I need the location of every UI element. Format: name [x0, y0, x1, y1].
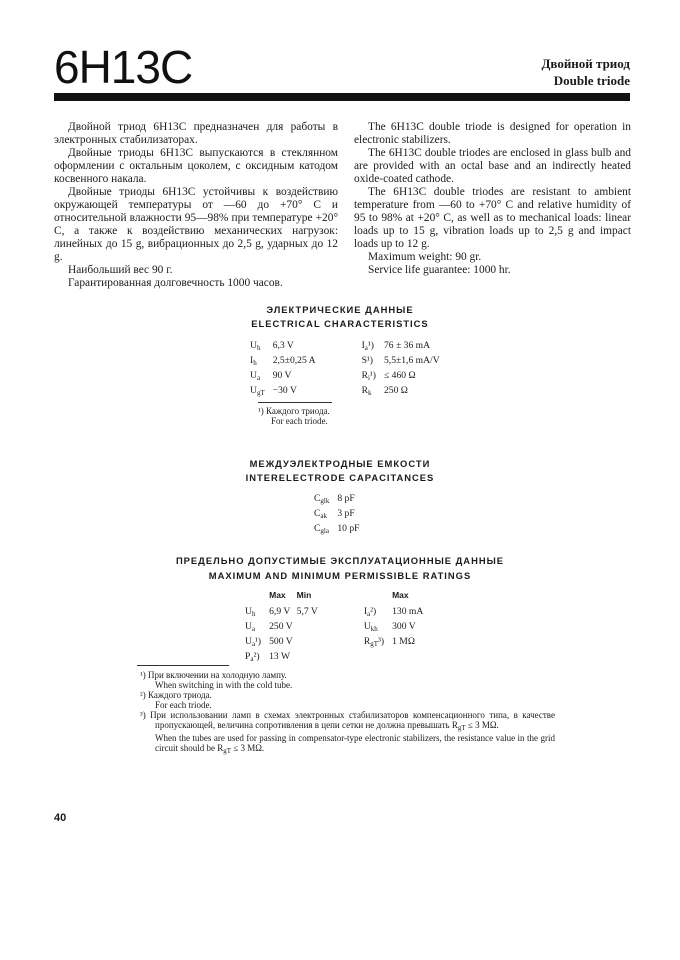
electrical-title-ru: ЭЛЕКТРИЧЕСКИЕ ДАННЫЕ [266, 304, 414, 315]
table-row: $U_h$ 6,9 V 5,7 V $I_a^2$) 130 mA [245, 604, 427, 619]
tube-type-title: 6Н13С [54, 41, 193, 93]
max-value: 6,9 V [269, 606, 291, 617]
param-value: 5,5±1,6 mA/V [384, 355, 440, 366]
table-row: $C_{gla}$ 10 pF [314, 521, 363, 536]
footnote-3-en: When the tubes are used for passing in compensator-type electronic stabilizers, the resistance value in the grid circuit should be $R_{gT} \le 3$ MΩ. [155, 733, 555, 755]
capacitances-table [314, 491, 363, 536]
intro-en-paragraph: Maximum weight: 90 gr. [368, 251, 482, 263]
max-value: 13 W [269, 651, 290, 662]
table-row: $U_a$ 90 V $R_i^1$) ≤ 460 Ω [250, 368, 444, 383]
param-value: 250 Ω [384, 385, 408, 396]
param-value: 2,5±0,25 A [272, 355, 316, 366]
param-value: 3 pF [337, 508, 355, 519]
max-value: 250 V [269, 621, 293, 632]
intro-ru-paragraph: Двойные триоды 6Н13С выпускаются в стеклянном оформлении с октальным цоколем, с оксидным катодом косвенного накала. [54, 147, 338, 185]
intro-en-paragraph: The 6H13C double triode is designed for operation in electronic stabilizers. [354, 121, 631, 146]
param-value: 76 ± 36 mA [384, 340, 431, 351]
ratings-title-ru: ПРЕДЕЛЬНО ДОПУСТИМЫЕ ЭКСПЛУАТАЦИОННЫЕ ДАННЫЕ [175, 555, 505, 566]
intro-ru-paragraph: Наибольший вес 90 г. [68, 264, 173, 276]
footnote-divider [258, 402, 332, 403]
param-value: ≤ 460 Ω [384, 370, 416, 381]
capacitances-title-en: INTERELECTRODE CAPACITANCES [245, 472, 435, 483]
table-row: $U_{gT}$ −30 V $R_k$ 250 Ω [250, 383, 444, 398]
footnotes [140, 670, 555, 756]
capacitances-title-ru: МЕЖДУЭЛЕКТРОДНЫЕ ЕМКОСТИ [249, 458, 431, 469]
min-value [297, 634, 322, 649]
footnote-divider [137, 665, 229, 666]
max-value: 300 V [392, 621, 416, 632]
intro-en-paragraph: Service life guarantee: 1000 hr. [368, 264, 511, 276]
max-value: 130 mA [392, 606, 424, 617]
table-row: $P_a^2$) 13 W [245, 649, 427, 664]
min-value [297, 619, 322, 634]
column-header-min: Min [296, 590, 312, 600]
table-row: $U_a^1$) 500 V $R_{gT}^3$) 1 MΩ [245, 634, 427, 649]
footnote-3-ru: При использовании ламп в схемах электронных стабилизаторов компенсационного типа, в качестве пропускающей, величина сопротивления в цепи сетки не должна превышать $R_{gT} \le 3$ MΩ. [150, 710, 555, 732]
header-rule [54, 93, 630, 101]
max-value: 1 MΩ [392, 636, 415, 647]
intro-ru-paragraph: Двойные триоды 6Н13С устойчивы к воздействию окружающей температуры от —60 до +70° С и относительной влажности 95—98% при температуре +20° С, а также к воздействию механических нагрузок: линейных до 15 g, вибрационных до 2,5 g, ударных до 12 g. [54, 186, 338, 263]
column-header-max: Max [269, 590, 286, 600]
footnote-item: ²) Каждого триода. For each triode. [140, 690, 212, 710]
electrical-footnote: ¹) Каждого триода. For each triode. [258, 406, 330, 426]
param-value: 90 V [272, 370, 292, 381]
max-value: 500 V [269, 636, 293, 647]
intro-russian [54, 121, 338, 290]
intro-en-paragraph: The 6H13C double triodes are resistant to ambient temperature from —60 to +70° C and relative humidity of 95 to 98% at +20° C, as well as to mechanical loads: linear loads up to 15 g, vibration loads up to 2,5 g and impact loads up to 12 g. [354, 186, 631, 250]
intro-ru-paragraph: Гарантированная долговечность 1000 часов. [68, 277, 283, 289]
ratings-table [245, 590, 427, 664]
min-value: 5,7 V [296, 606, 318, 617]
column-header-max: Max [392, 590, 409, 600]
title-english: Double triode [553, 73, 630, 88]
table-row: $I_h$ 2,5±0,25 A S¹) 5,5±1,6 mA/V [250, 353, 444, 368]
table-row: $U_a$ 250 V $U_{kh}$ 300 V [245, 619, 427, 634]
table-row: $C_{ak}$ 3 pF [314, 506, 363, 521]
ratings-title-en: MAXIMUM AND MINIMUM PERMISSIBLE RATINGS [208, 570, 472, 581]
page-number: 40 [54, 812, 67, 824]
param-value: 6,3 V [272, 340, 294, 351]
min-value [297, 649, 322, 664]
footnote-item: ³) При использовании ламп в схемах электронных стабилизаторов компенсационного типа, в качестве пропускающей, величина сопротивления в цепи сетки не должна превышать $R_{gT} \le 3$ MΩ. When the tubes are used for passing in compensator-type electronic stabilizers, the resistance value in the grid circuit should be $R_{gT} \le 3$ MΩ. [140, 710, 555, 755]
intro-ru-paragraph: Двойной триод 6Н13С предназначен для работы в электронных стабилизаторах. [54, 121, 338, 146]
table-row: $C_{glk}$ 8 pF [314, 491, 363, 506]
table-row: $U_h$ 6,3 V $I_a^1$) 76 ± 36 mA [250, 338, 444, 353]
intro-english [354, 121, 631, 277]
param-value: 10 pF [337, 523, 360, 534]
param-value: −30 V [272, 385, 297, 396]
electrical-table [250, 338, 444, 398]
param-value: 8 pF [337, 493, 355, 504]
footnote-item: ¹) При включении на холодную лампу. When switching in with the cold tube. [140, 670, 293, 690]
table-header-row [245, 590, 427, 604]
title-russian: Двойной триод [541, 56, 630, 71]
intro-en-paragraph: The 6H13C double triodes are enclosed in glass bulb and are provided with an octal base and an indirectly heated oxide-coated cathode. [354, 147, 631, 185]
electrical-title-en: ELECTRICAL CHARACTERISTICS [251, 318, 429, 329]
